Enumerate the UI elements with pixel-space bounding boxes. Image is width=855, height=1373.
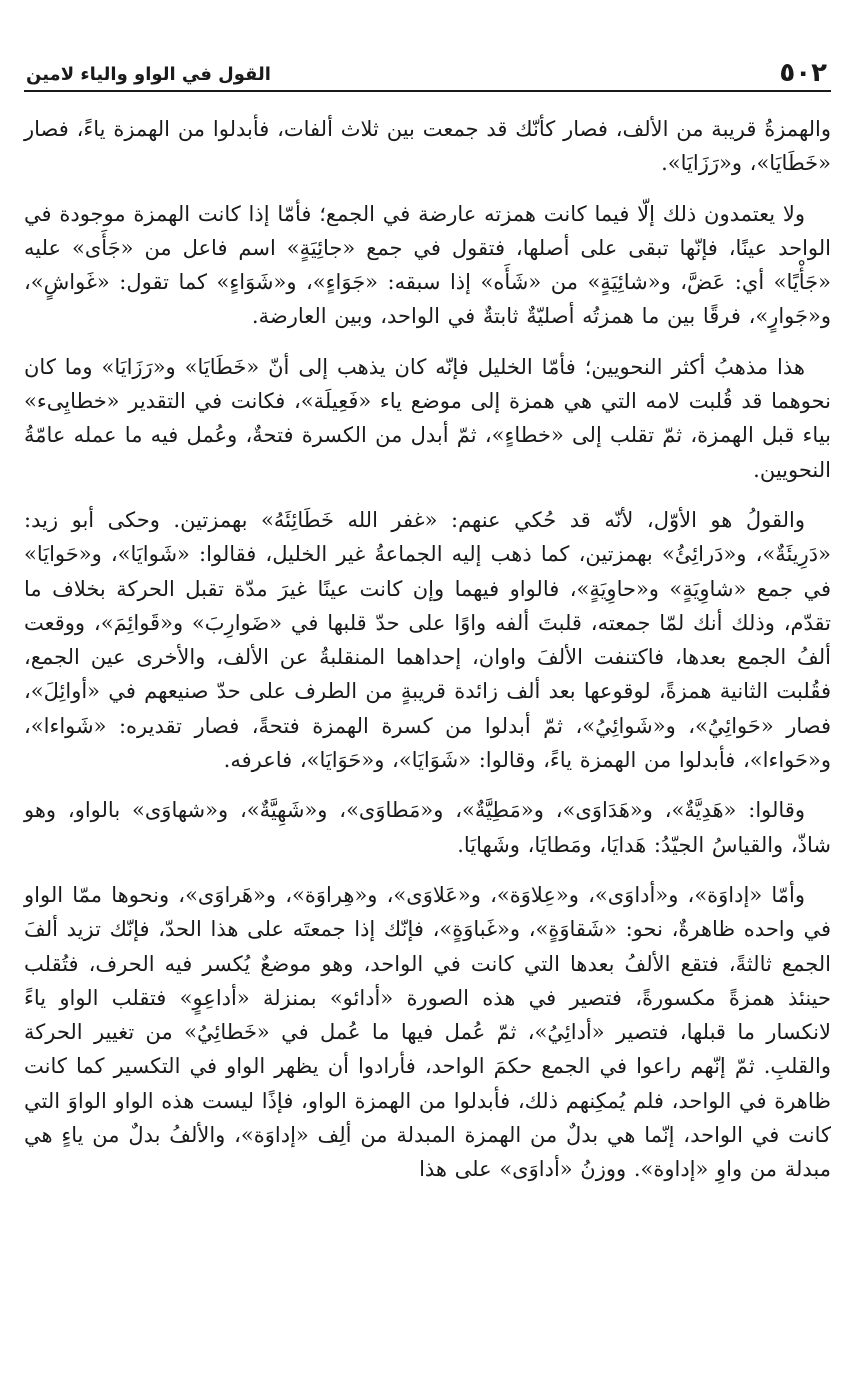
paragraph-1: والهمزةُ قريبة من الألف، فصار كأنّك قد جمعت بين ثلاث ألفات، فأبدلوا من الهمزة ياءً، فصار «خَطَايَا»، و«رَزَايَا». xyxy=(24,117,831,176)
paragraph-4: والقولُ هو الأوّل، لأنّه قد حُكي عنهم: «غفر الله خَطَائِئَهُ» بهمزتين. وحكى أبو زيد: «دَرِيئَةٌ»، و«دَرائِئُ» بهمزتين، كما ذهب إليه الجماعةُ غير الخليل، فقالوا: «شَوايَا»، و«حَوايَا» في جمع «شاوِيَةٍ» و«حاوِيَةٍ»، فالواو فيهما وإن كانت عينًا غيرَ مدّة تقبل الحركة بخلاف ما تقدّم، وذلك أنك لمّا جمعته، قلبتَ ألفه واوًا على حدّ قلبها في «ضَوارِبَ» و«قَوائِمَ»، ووقعت ألفُ الجمع بعدها، فاكتنفت الألفَ واوان، إحداهما المنقلبةُ عن الألف، والأخرى عين الجمع، فقُلبت الثانية همزةً، لوقوعها بعد ألف زائدة قريبةٍ من الطرف على حدّ صنيعهم في «أوائِلَ»، فصار «حَوائِيُ»، و«شَوائِيُ»، ثمّ أبدلوا من كسرة الهمزة فتحةً، فصار تقديره: «شَواءا»، و«حَواءا»، فأبدلوا من الهمزة ياءً، وقالوا: «شَوَايَا»، و«حَوَايَا»، فاعرفه. xyxy=(24,507,831,773)
paragraph-2: ولا يعتمدون ذلك إلّا فيما كانت همزته عارضة في الجمع؛ فأمّا إذا كانت الهمزة موجودة في الواحد عينًا، فإنّها تبقى على أصلها، فتقول في جمع «جائِيَةٍ» اسم فاعل من «جَأَى» عليه «جَأْيًا» أي: عَضَّ، و«شائِيَةٍ» من «شَأَه» إذا سبقه: «جَوَاءٍ»، و«شَوَاءٍ» كما تقول: «غَواشٍ»، و«جَوارٍ»، فرقًا بين ما همزتُه أصليّةٌ ثابتةٌ في الواحد، وبين العارضة. xyxy=(24,201,831,329)
paragraph-3: هذا مذهبُ أكثر النحويين؛ فأمّا الخليل فإنّه كان يذهب إلى أنّ «خَطَايَا» و«رَزَايَا» وما كان نحوهما قد قُلبت لامه التي هي همزة إلى موضع ياء «فَعِيلَة»، فكانت في التقدير «خطايِىء» بياء قبل الهمزة، ثمّ تقلب إلى «خطاءٍ»، ثمّ أبدل من الكسرة فتحةٌ، وعُمل فيه ما عمله عامّةُ النحويين. xyxy=(24,354,831,482)
running-header xyxy=(24,52,831,92)
paragraph-5: وقالوا: «هَدِيَّةٌ»، و«هَدَاوَى»، و«مَطِيَّةٌ»، و«مَطاوَى»، و«شَهِيَّةٌ»، و«شهاوَى» بالواو، وهو شاذّ، والقياسُ الجيّدُ: هَدايَا، ومَطايَا، وشَهايَا. xyxy=(24,798,831,857)
page-number: ٥٠٢ xyxy=(779,58,827,88)
paragraph-6: وأمّا «إداوَة»، و«أداوَى»، و«عِلاوَة»، و«عَلاوَى»، و«هِراوَة»، و«هَراوَى»، ونحوها ممّا الواو في واحده ظاهرةٌ، نحو: «شَقاوَةٍ»، و«غَباوَةٍ»، فإنّك إذا جمعتَه على هذا الحدّ، فإنّك تزيد ألفَ الجمع ثالثةً، فتقع الألفُ بعدها التي كانت في الواحد، وهو موضعٌ يُكسر فيه الحرف، فتُقلب حينئذ همزةً مكسورةً، فتصير في هذه الصورة «أدائو» بمنزلة «أداعِوٍ» فتقلب الواو ياءً لانكسار ما قبلها، فتصير «أدائِيُ»، ثمّ عُمل فيها ما عُمل في «خَطائِيُ» من تغيير الحركة والقلبِ. ثمّ إنّهم راعوا في الجمع حكمَ الواحد، فأرادوا أن يظهر الواو في التكسير كما كانت ظاهرة في الواحد، فلم يُمكِنهم ذلك، فأبدلوا من الهمزة الواو، فإذًا ليست هذه الواو الواوَ التي كانت في الواحد، إنّما هي بدلٌ من الهمزة المبدلة من ألِف «إداوَة»، والألفُ بدلٌ من ياءٍ هي مبدلة من واوِ «إداوة». ووزنُ «أداوَى» على هذا xyxy=(23,882,831,1182)
book-page xyxy=(24,52,831,1353)
chapter-title: القول في الواو والياء لامين xyxy=(26,64,271,85)
body-text xyxy=(24,112,831,1187)
